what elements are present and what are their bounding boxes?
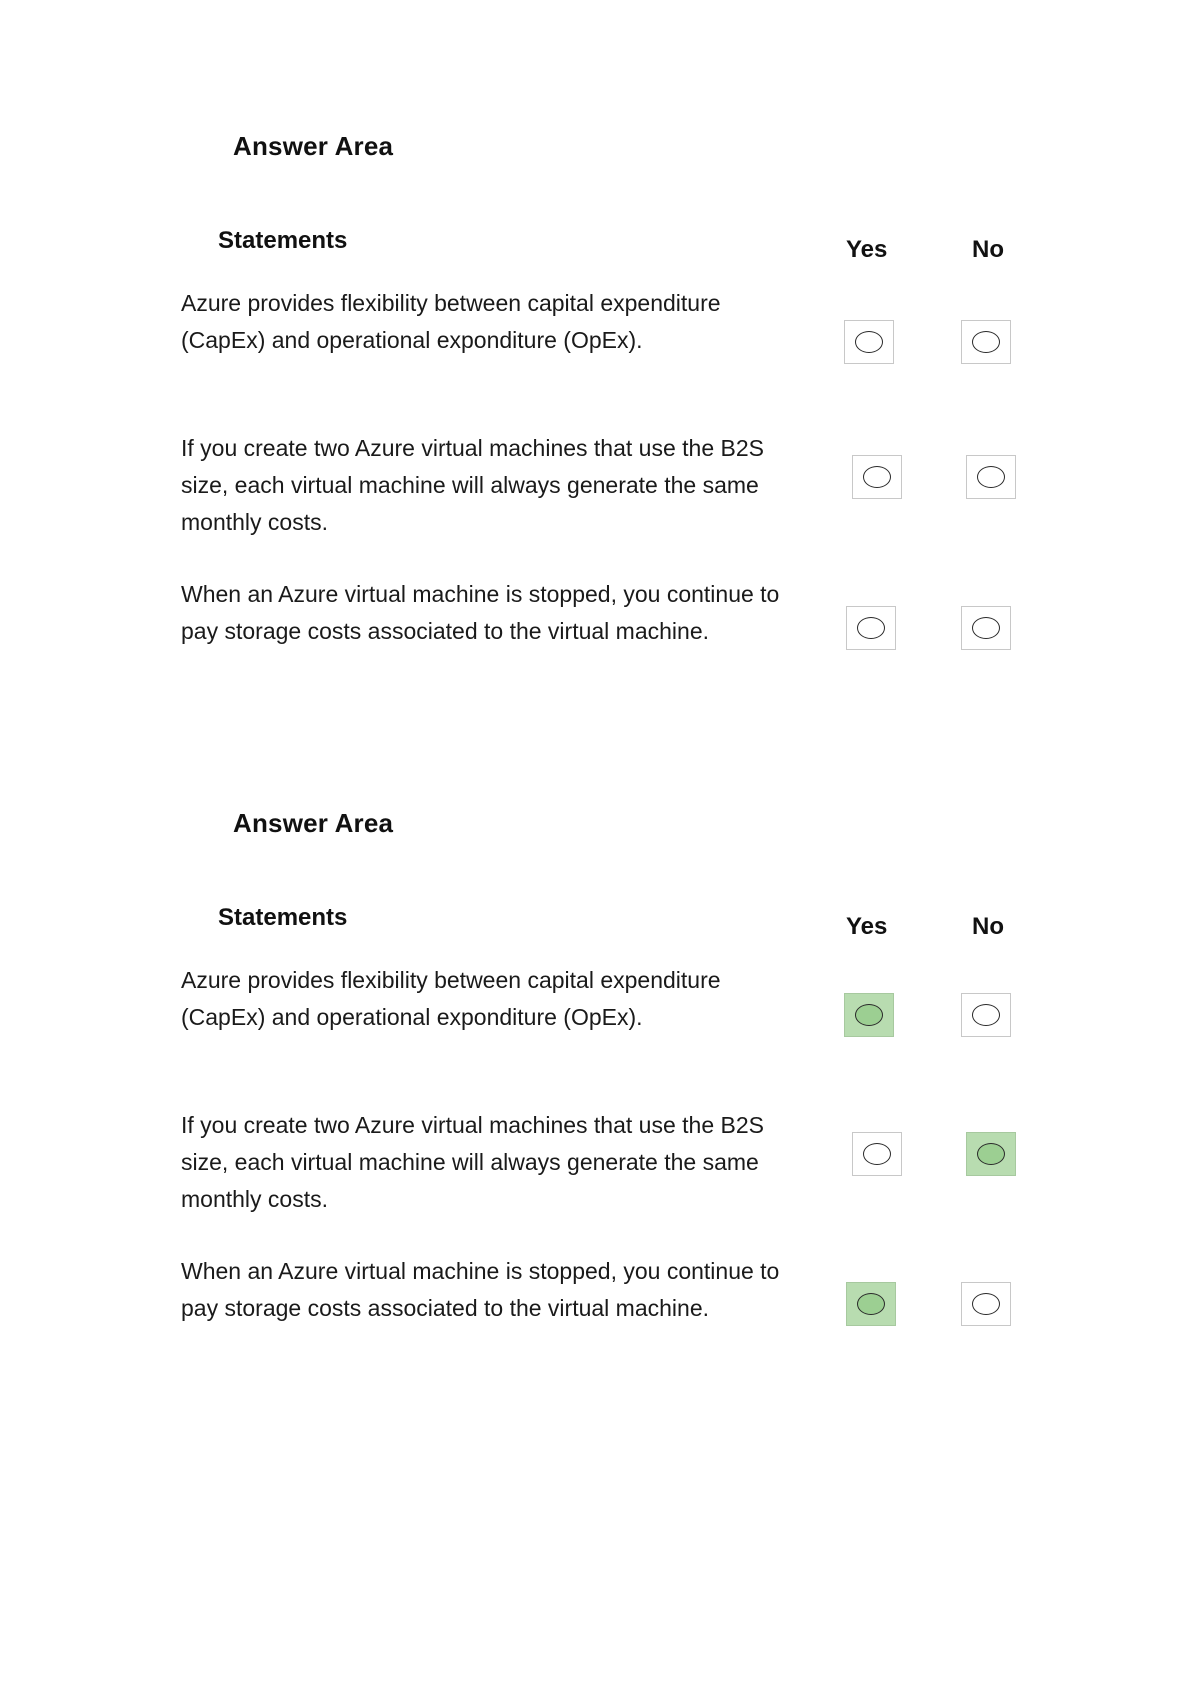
statements-header: Statements xyxy=(218,227,348,254)
yes-column-header: Yes xyxy=(846,236,888,263)
radio-circle-icon xyxy=(857,617,885,639)
radio-circle-icon xyxy=(977,466,1005,488)
statement-3-yes-radio[interactable] xyxy=(846,1282,896,1326)
statement-3: When an Azure virtual machine is stopped, you continue to pay storage costs associated to the virtual machine. xyxy=(181,581,780,644)
statements-header: Statements xyxy=(218,904,348,931)
radio-circle-icon xyxy=(855,331,883,353)
yes-column-header: Yes xyxy=(846,913,888,940)
radio-circle-icon xyxy=(972,331,1000,353)
statement-1-yes-radio[interactable] xyxy=(844,320,894,364)
radio-circle-icon xyxy=(972,1004,1000,1026)
statement-3-yes-radio[interactable] xyxy=(846,606,896,650)
statement-2-yes-radio[interactable] xyxy=(852,455,902,499)
statement-2: If you create two Azure virtual machines that use the B2S size, each virtual machine will always generate the same monthly costs. xyxy=(181,1112,764,1212)
radio-circle-icon xyxy=(863,1143,891,1165)
statement-2-yes-radio[interactable] xyxy=(852,1132,902,1176)
radio-circle-icon xyxy=(857,1293,885,1315)
statement-1-no-radio[interactable] xyxy=(961,993,1011,1037)
radio-circle-icon xyxy=(972,1293,1000,1315)
no-column-header: No xyxy=(972,913,1004,940)
statement-2-no-radio[interactable] xyxy=(966,1132,1016,1176)
statement-2: If you create two Azure virtual machines that use the B2S size, each virtual machine will always generate the same monthly costs. xyxy=(181,435,764,535)
radio-circle-icon xyxy=(977,1143,1005,1165)
radio-circle-icon xyxy=(972,617,1000,639)
statement-3-no-radio[interactable] xyxy=(961,606,1011,650)
answer-area-title: Answer Area xyxy=(233,808,394,838)
statement-1: Azure provides flexibility between capital expenditure (CapEx) and operational exponditure (OpEx). xyxy=(181,967,721,1030)
radio-circle-icon xyxy=(855,1004,883,1026)
statement-1-no-radio[interactable] xyxy=(961,320,1011,364)
statement-2-no-radio[interactable] xyxy=(966,455,1016,499)
answer-area-title: Answer Area xyxy=(233,131,394,161)
no-column-header: No xyxy=(972,236,1004,263)
radio-circle-icon xyxy=(863,466,891,488)
statement-3-no-radio[interactable] xyxy=(961,1282,1011,1326)
statement-1: Azure provides flexibility between capital expenditure (CapEx) and operational exponditure (OpEx). xyxy=(181,290,721,353)
statement-1-yes-radio[interactable] xyxy=(844,993,894,1037)
statement-3: When an Azure virtual machine is stopped, you continue to pay storage costs associated to the virtual machine. xyxy=(181,1258,780,1321)
